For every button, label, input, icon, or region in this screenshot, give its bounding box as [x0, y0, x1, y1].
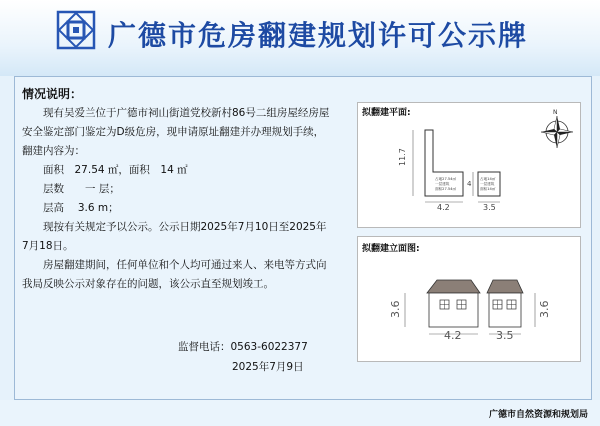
house-b-icon [487, 280, 523, 327]
floor-plan-drawing [357, 102, 579, 226]
page-title: 广德市危房翻建规划许可公示牌 [108, 19, 529, 52]
section-title: 情况说明： [22, 87, 83, 101]
notice-height: 层高 3.6 m； [43, 202, 119, 214]
plan-text-b-2: 一层建筑 [480, 182, 495, 186]
bureau-logo-icon [54, 8, 98, 52]
elevation-drawing [357, 236, 579, 360]
plan-dim-width-b: 3.5 [483, 203, 496, 212]
plan-text-b-1: 占地14㎡ [480, 177, 496, 181]
elevation-dim-width-b: 3.5 [496, 329, 514, 342]
house-a-icon [427, 280, 480, 327]
notice-floors: 层数 一 层； [43, 183, 120, 195]
compass-north-label: N [553, 109, 558, 116]
header-banner [0, 0, 600, 76]
supervision-phone: 监督电话：0563-6022377 [178, 341, 308, 353]
notice-publicity: 现按有关规定予以公示。公示日期2025年7月10日至2025年7月18日。 [22, 221, 327, 252]
plan-dim-side: 4 [467, 180, 472, 188]
elevation-dim-height-right: 3.6 [538, 300, 551, 318]
floor-plan-label: 拟翻建平面: [362, 108, 411, 118]
plan-text-a-3: 面积27.54㎡ [435, 187, 457, 191]
notice-intro: 现有吴爱兰位于广德市祠山街道党校新村86号二组房屋经房屋安全鉴定部门鉴定为D级危房，现申请原址翻建并办理规划手续，翻建内容为： [22, 107, 330, 157]
elevation-dim-height-left: 3.6 [389, 300, 402, 318]
notice-date: 2025年7月9日 [232, 361, 304, 373]
compass-icon [541, 116, 573, 148]
notice-supervision: 房屋翻建期间，任何单位和个人均可通过来人、来电等方式向我局反映公示对象存在的问题，该公示直至规划竣工。 [22, 259, 327, 290]
plan-text-a-1: 占地27.54㎡ [435, 177, 457, 181]
plan-dim-length: 11.7 [398, 148, 407, 166]
elevation-label: 拟翻建立面图: [362, 244, 420, 254]
notice-body [22, 104, 330, 294]
footer-org: 广德市自然资源和规划局 [488, 410, 588, 420]
plan-text-b-3: 面积14㎡ [480, 187, 496, 191]
plan-text-a-2: 一层建筑 [435, 182, 450, 186]
elevation-dim-width-a: 4.2 [444, 329, 462, 342]
plan-dim-width-a: 4.2 [437, 203, 450, 212]
notice-area: 面积 27.54 ㎡，面积 14 ㎡ [43, 164, 188, 176]
